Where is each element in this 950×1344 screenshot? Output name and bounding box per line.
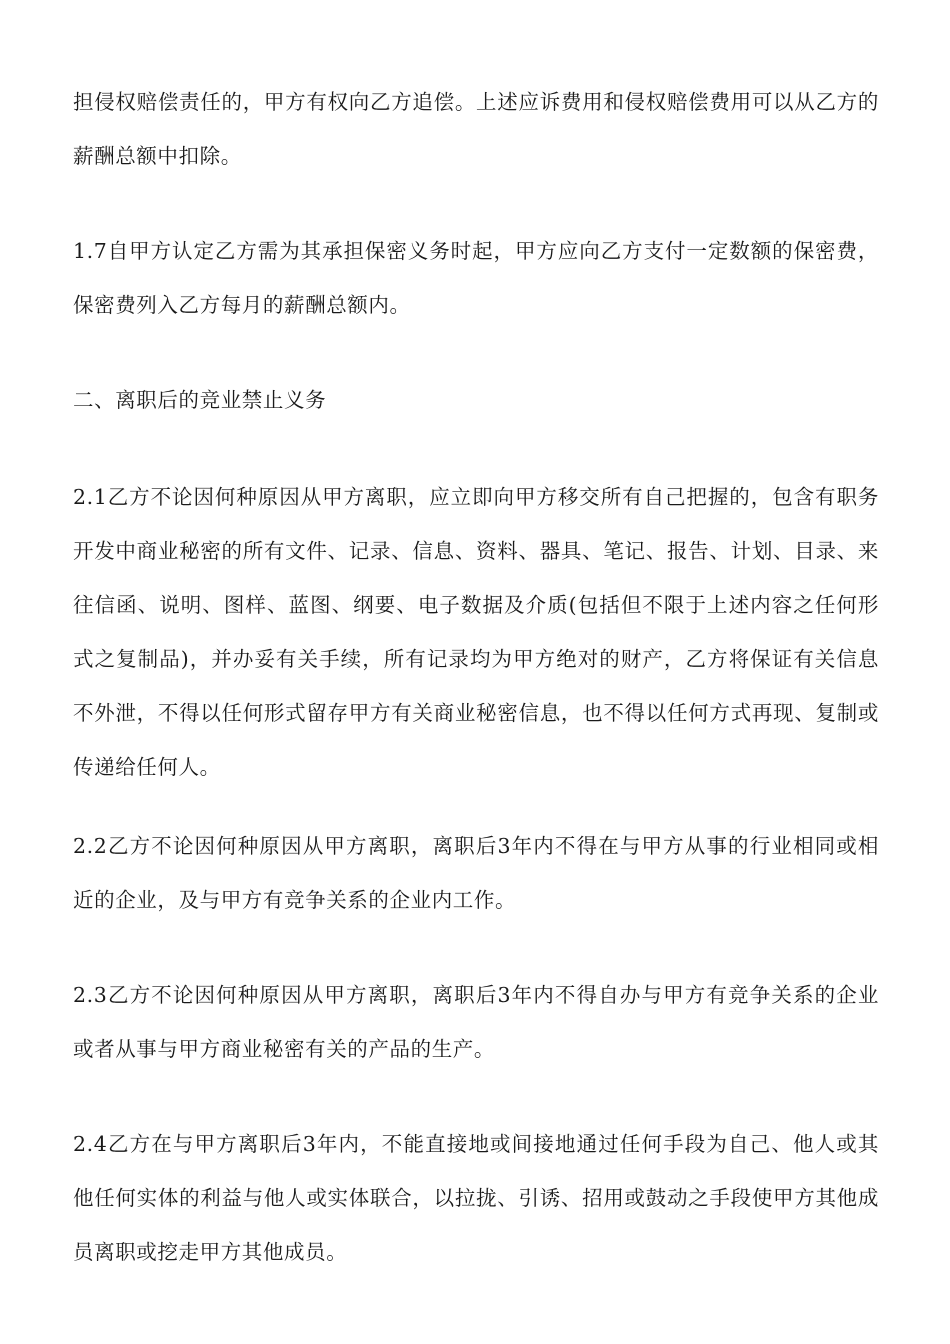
paragraph-2-2-employment-restriction: 2.2乙方不论因何种原因从甲方离职，离职后3年内不得在与甲方从事的行业相同或相近的企业，及与甲方有竞争关系的企业内工作。 bbox=[73, 834, 879, 912]
paragraph-1-7-confidentiality-fee: 1.7自甲方认定乙方需为其承担保密义务时起，甲方应向乙方支付一定数额的保密费，保密费列入乙方每月的薪酬总额内。 bbox=[73, 239, 879, 317]
paragraph-2-4-non-solicitation: 2.4乙方在与甲方离职后3年内，不能直接地或间接地通过任何手段为自己、他人或其他任何实体的利益与他人或实体联合，以拉拢、引诱、招用或鼓动之手段使甲方其他成员离职或挖走甲方其他成员。 bbox=[73, 1132, 879, 1264]
paragraph-infringement-compensation: 担侵权赔偿责任的，甲方有权向乙方追偿。上述应诉费用和侵权赔偿费用可以从乙方的薪酬总额中扣除。 bbox=[73, 90, 879, 168]
paragraph-2-3-competing-business: 2.3乙方不论因何种原因从甲方离职，离职后3年内不得自办与甲方有竞争关系的企业或者从事与甲方商业秘密有关的产品的生产。 bbox=[73, 983, 879, 1061]
paragraph-2-1-handover: 2.1乙方不论因何种原因从甲方离职，应立即向甲方移交所有自己把握的，包含有职务开发中商业秘密的所有文件、记录、信息、资料、器具、笔记、报告、计划、目录、来往信函、说明、图样、蓝图、纲要、电子数据及介质(包括但不限于上述内容之任何形式之复制品)，并办妥有关手续，所有记录均为甲方绝对的财产，乙方将保证有关信息不外泄，不得以任何形式留存甲方有关商业秘密信息，也不得以任何方式再现、复制或传递给任何人。 bbox=[73, 485, 879, 779]
section-heading-non-compete: 二、离职后的竞业禁止义务 bbox=[73, 388, 327, 412]
